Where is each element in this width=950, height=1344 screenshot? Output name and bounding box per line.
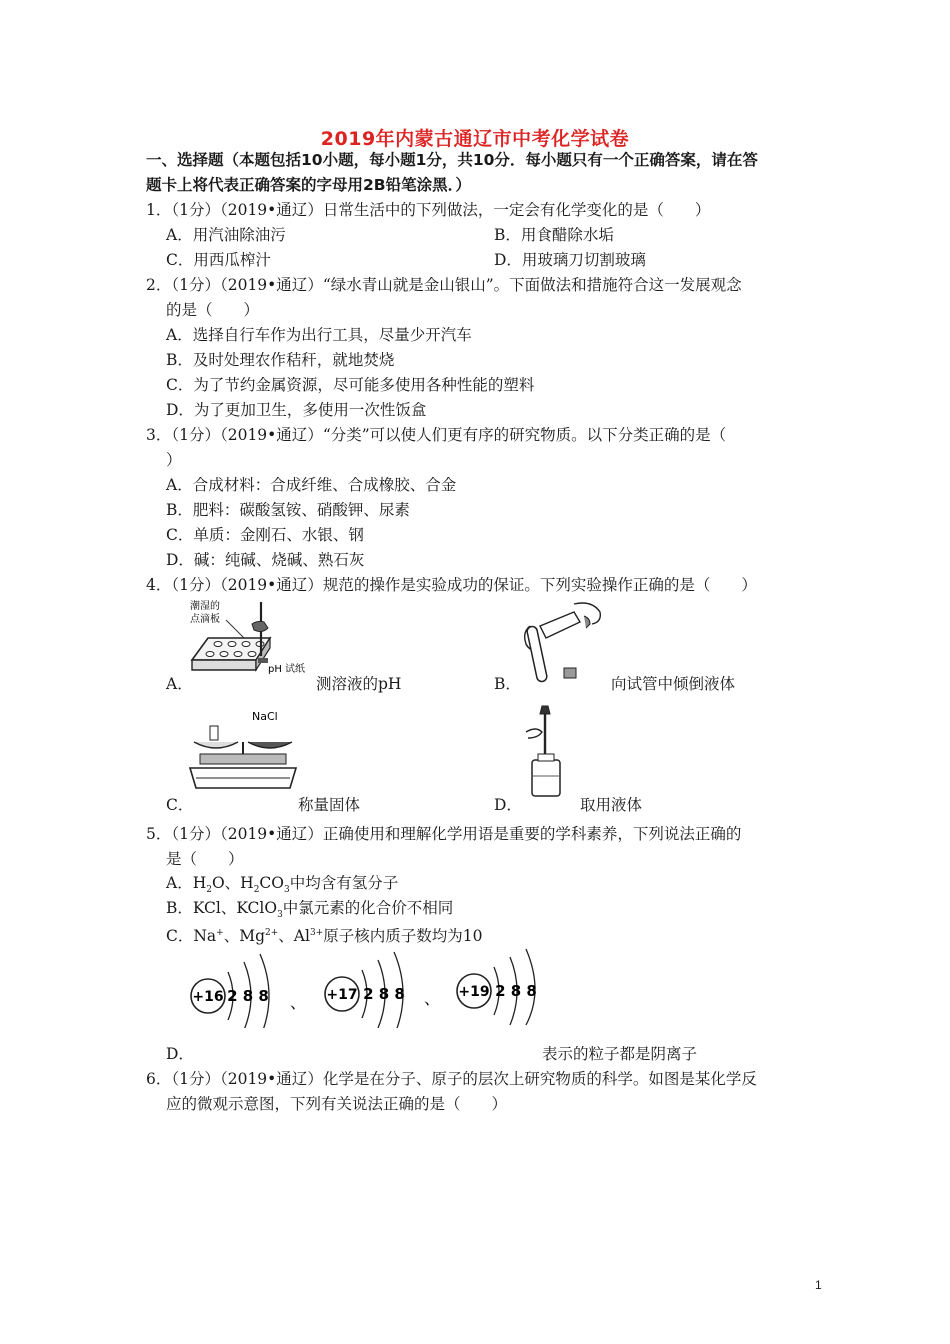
electron-counts: 2 8 8 [363, 985, 405, 1003]
q4-option-b-text: 向试管中倾倒液体 [611, 675, 736, 693]
nucleus-charge: +17 [326, 987, 358, 1003]
q1-option-a: A．用汽油除油污 [166, 226, 286, 244]
page-title: 2019年内蒙古通辽市中考化学试卷 [320, 128, 630, 150]
q5-b-text: B．KCl、KClO [166, 899, 278, 917]
stopper-icon [584, 616, 590, 628]
q5-a-sub: 2 [253, 885, 260, 896]
pouring-figure [516, 598, 612, 690]
balance-figure [186, 704, 300, 796]
q5-b-sub: 3 [277, 910, 283, 921]
nucleus-charge: +16 [192, 989, 224, 1005]
nacl-label: NaCl [252, 710, 278, 723]
dropper-bulb [540, 706, 550, 714]
q5-a-sub: 3 [284, 885, 290, 896]
right-pan [248, 742, 292, 748]
q4-option-d-text: 取用液体 [580, 796, 643, 814]
dropper-figure [520, 702, 592, 800]
balance-beam [200, 754, 286, 764]
hand-icon [526, 729, 542, 738]
q1-stem: 1．（1分）（2019•通辽）日常生活中的下列做法，一定会有化学变化的是（ ） [146, 201, 711, 219]
q2-option-a: A．选择自行车作为出行工具，尽量少开汽车 [166, 326, 472, 344]
q5-a-sub: 2 [206, 885, 212, 896]
section-heading-line2: 题卡上将代表正确答案的字母用2B铅笔涂黑．） [146, 176, 471, 194]
q4-option-c-text: 称量固体 [298, 796, 361, 814]
left-pan [194, 742, 238, 748]
q3-option-d: D．碱：纯碱、烧碱、熟石灰 [166, 551, 365, 569]
q4-option-a-text: 测溶液的pH [316, 675, 402, 693]
q5-option-d-letter: D． [166, 1045, 194, 1063]
weight-block [210, 726, 218, 740]
q2-option-c: C．为了节约金属资源，尽可能多使用各种性能的塑料 [166, 376, 535, 394]
spot-plate-figure [186, 598, 318, 684]
q5-option-c [166, 922, 482, 947]
q3-option-a: A．合成材料：合成纤维、合成橡胶、合金 [166, 476, 457, 494]
q5-c-text: 原子核内质子数均为10 [323, 927, 483, 946]
section-heading-line1: 一、选择题（本题包括10小题，每小题1分，共10分．每小题只有一个正确答案，请在答 [146, 151, 758, 169]
q4-stem: 4．（1分）（2019•通辽）规范的操作是实验成功的保证。下列实验操作正确的是（ ） [146, 576, 757, 594]
ion-structure-diagrams [186, 946, 556, 1028]
spot-well [220, 652, 228, 657]
q5-c-sup: 2+ [265, 928, 279, 938]
q5-b-text: 中氯元素的化合价不相同 [282, 899, 454, 917]
q2-stem-line1: 2．（1分）（2019•通辽）“绿水青山就是金山银山”。下面做法和措施符合这一发展观念 [146, 276, 742, 294]
q6-stem-line2: 应的微观示意图，下列有关说法正确的是（ ） [166, 1095, 508, 1113]
hand-icon [252, 621, 268, 631]
ion-diagram-2 [325, 952, 405, 1028]
spot-well [214, 642, 222, 647]
q5-a-text: CO [259, 874, 284, 892]
q4-option-a-letter: A． [166, 675, 193, 693]
q4-option-d-letter: D． [494, 796, 522, 814]
nucleus-charge: +19 [458, 984, 490, 1000]
q4-option-b-letter: B． [494, 675, 521, 693]
spot-plate-side [192, 660, 256, 670]
q5-c-text: 、Al [278, 927, 310, 946]
ion-diagram-3 [457, 949, 537, 1025]
q2-option-d: D．为了更加卫生，多使用一次性饭盒 [166, 401, 427, 419]
q3-stem-line1: 3．（1分）（2019•通辽）“分类”可以使人们更有序的研究物质。以下分类正确的是（ [146, 426, 727, 444]
q6-stem-line1: 6．（1分）（2019•通辽）化学是在分子、原子的层次上研究物质的科学。如图是某化学反 [146, 1070, 757, 1088]
spot-well [248, 652, 256, 657]
q1-option-c: C．用西瓜榨汁 [166, 251, 271, 269]
q4-option-c-letter: C． [166, 796, 194, 814]
q2-stem-line2: 的是（ ） [166, 301, 260, 319]
q5-a-text: A．H [166, 874, 207, 892]
spot-well [228, 642, 236, 647]
bottle-cap [564, 668, 576, 678]
reagent-bottle [540, 612, 580, 638]
q5-c-text: C．Na [166, 927, 217, 946]
q5-stem-line2: 是（ ） [166, 850, 244, 868]
q3-option-b: B．肥料：碳酸氢铵、硝酸钾、尿素 [166, 501, 410, 519]
q3-stem-line2: ） [166, 451, 182, 469]
spot-well [242, 642, 250, 647]
page-number: 1 [815, 1278, 822, 1292]
q5-a-text: O、H [211, 874, 254, 892]
q5-c-sup: 3+ [309, 928, 324, 938]
electron-counts: 2 8 8 [495, 982, 537, 1000]
q5-stem-line1: 5．（1分）（2019•通辽）正确使用和理解化学用语是重要的学科素养，下列说法正确的 [146, 825, 742, 843]
q5-a-text: 中均含有氢分子 [289, 874, 399, 892]
dropper-bottle [532, 760, 560, 796]
electron-counts: 2 8 8 [227, 987, 269, 1005]
q1-option-b: B．用食醋除水垢 [494, 226, 614, 244]
q3-option-c: C．单质：金刚石、水银、钢 [166, 526, 364, 544]
q5-c-text: 、Mg [223, 927, 266, 946]
ion-separator: 、 [424, 989, 441, 1008]
ph-paper-label: pH 试纸 [268, 664, 306, 675]
ph-paper [258, 658, 268, 663]
q2-option-b: B．及时处理农作秸秆，就地焚烧 [166, 351, 395, 369]
spot-well [206, 652, 214, 657]
q5-c-sup: + [216, 928, 224, 938]
ion-separator: 、 [290, 993, 307, 1012]
q5-option-d-text: 表示的粒子都是阴离子 [542, 1045, 698, 1063]
ion-diagram-1 [191, 954, 269, 1028]
bottle-neck [538, 754, 554, 761]
spot-plate-label-wet: 潮湿的 [190, 601, 220, 612]
label-pointer-line [226, 620, 244, 638]
spot-well [234, 652, 242, 657]
q1-option-d: D．用玻璃刀切割玻璃 [494, 251, 646, 269]
spot-plate-label-plate: 点滴板 [190, 614, 220, 625]
